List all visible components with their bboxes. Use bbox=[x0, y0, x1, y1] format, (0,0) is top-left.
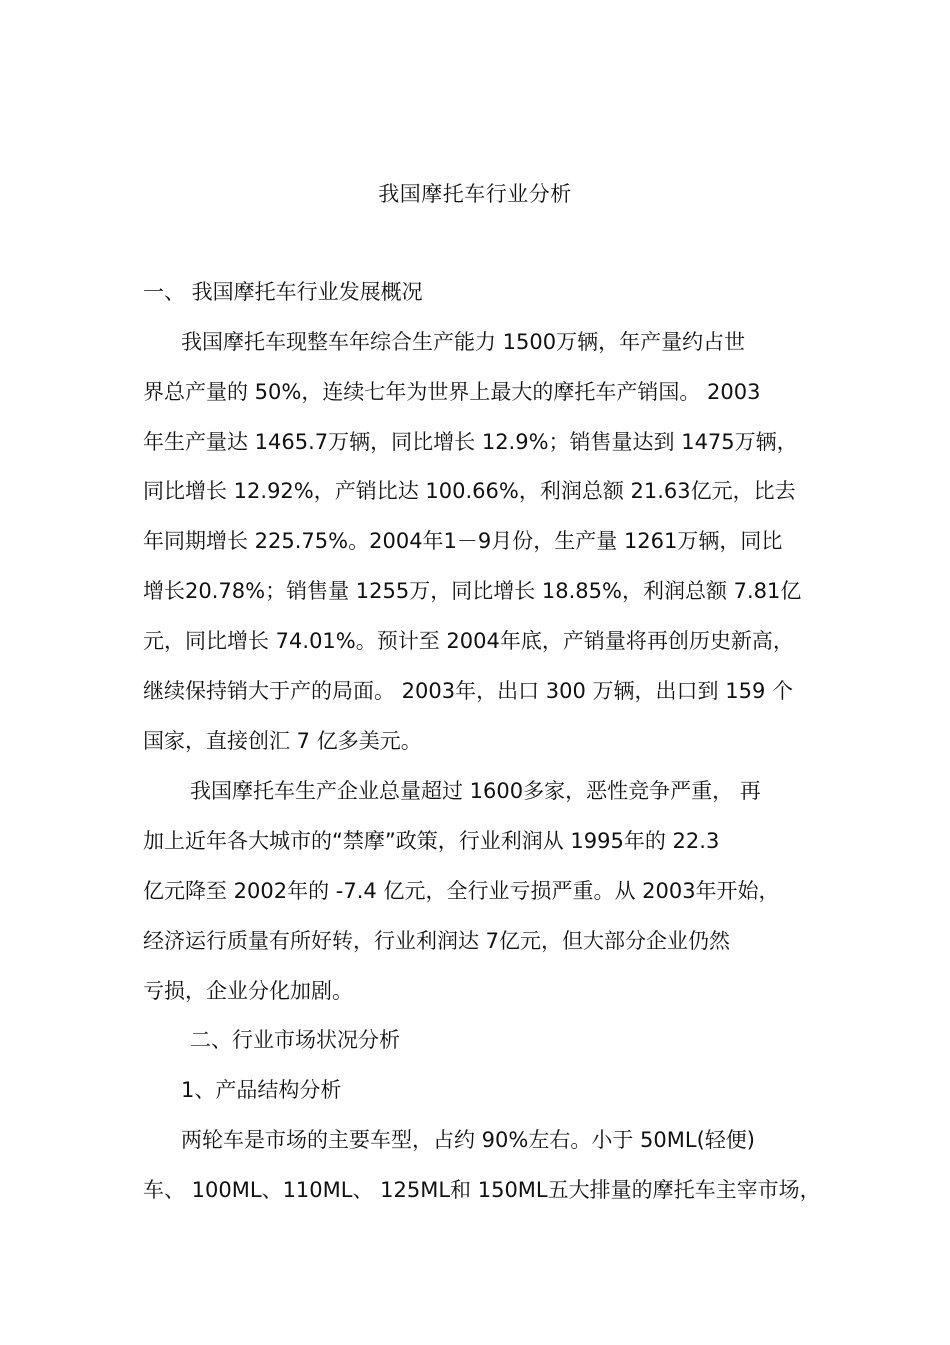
paragraph-1-line-6: 增长20.78%；销售量 1255万，同比增长 18.85%，利润总额 7.81亿 bbox=[143, 579, 802, 603]
paragraph-2-line-2: 加上近年各大城市的“禁摩”政策，行业利润从 1995年的 22.3 bbox=[143, 829, 720, 853]
document-title: 我国摩托车行业分析 bbox=[378, 182, 572, 206]
section-heading-2: 二、行业市场状况分析 bbox=[190, 1028, 400, 1052]
paragraph-2-line-3: 亿元降至 2002年的 -7.4 亿元，全行业亏损严重。从 2003年开始， bbox=[143, 879, 780, 903]
paragraph-2-line-1: 我国摩托车生产企业总量超过 1600多家，恶性竞争严重， 再 bbox=[190, 779, 761, 803]
paragraph-3-line-2: 车、 100ML、110ML、 125ML和 150ML五大排量的摩托车主宰市场， bbox=[143, 1178, 821, 1202]
paragraph-1-line-8: 继续保持销大于产的局面。 2003年，出口 300 万辆，出口到 159 个 bbox=[143, 679, 793, 703]
paragraph-1-line-2: 界总产量的 50%，连续七年为世界上最大的摩托车产销国。 2003 bbox=[143, 380, 761, 404]
paragraph-1-line-5: 年同期增长 225.75%。2004年1－9月份，生产量 1261万辆，同比 bbox=[143, 529, 783, 553]
paragraph-1-line-1: 我国摩托车现整车年综合生产能力 1500万辆，年产量约占世 bbox=[181, 330, 746, 354]
paragraph-1-line-3: 年生产量达 1465.7万辆，同比增长 12.9%；销售量达到 1475万辆， bbox=[143, 430, 798, 454]
paragraph-1-line-9: 国家，直接创汇 7 亿多美元。 bbox=[143, 729, 422, 753]
paragraph-2-line-5: 亏损，企业分化加剧。 bbox=[143, 979, 353, 1003]
section-heading-1: 一、 我国摩托车行业发展概况 bbox=[143, 280, 423, 304]
paragraph-1-line-4: 同比增长 12.92%，产销比达 100.66%，利润总额 21.63亿元，比去 bbox=[143, 479, 796, 503]
paragraph-1-line-7: 元，同比增长 74.01%。预计至 2004年底，产销量将再创历史新高， bbox=[143, 629, 794, 653]
paragraph-3-line-1: 两轮车是市场的主要车型，占约 90%左右。小于 50ML(轻便) bbox=[181, 1128, 755, 1152]
paragraph-2-line-4: 经济运行质量有所好转，行业利润达 7亿元，但大部分企业仍然 bbox=[143, 929, 731, 953]
subsection-heading-1: 1、产品结构分析 bbox=[181, 1078, 342, 1102]
